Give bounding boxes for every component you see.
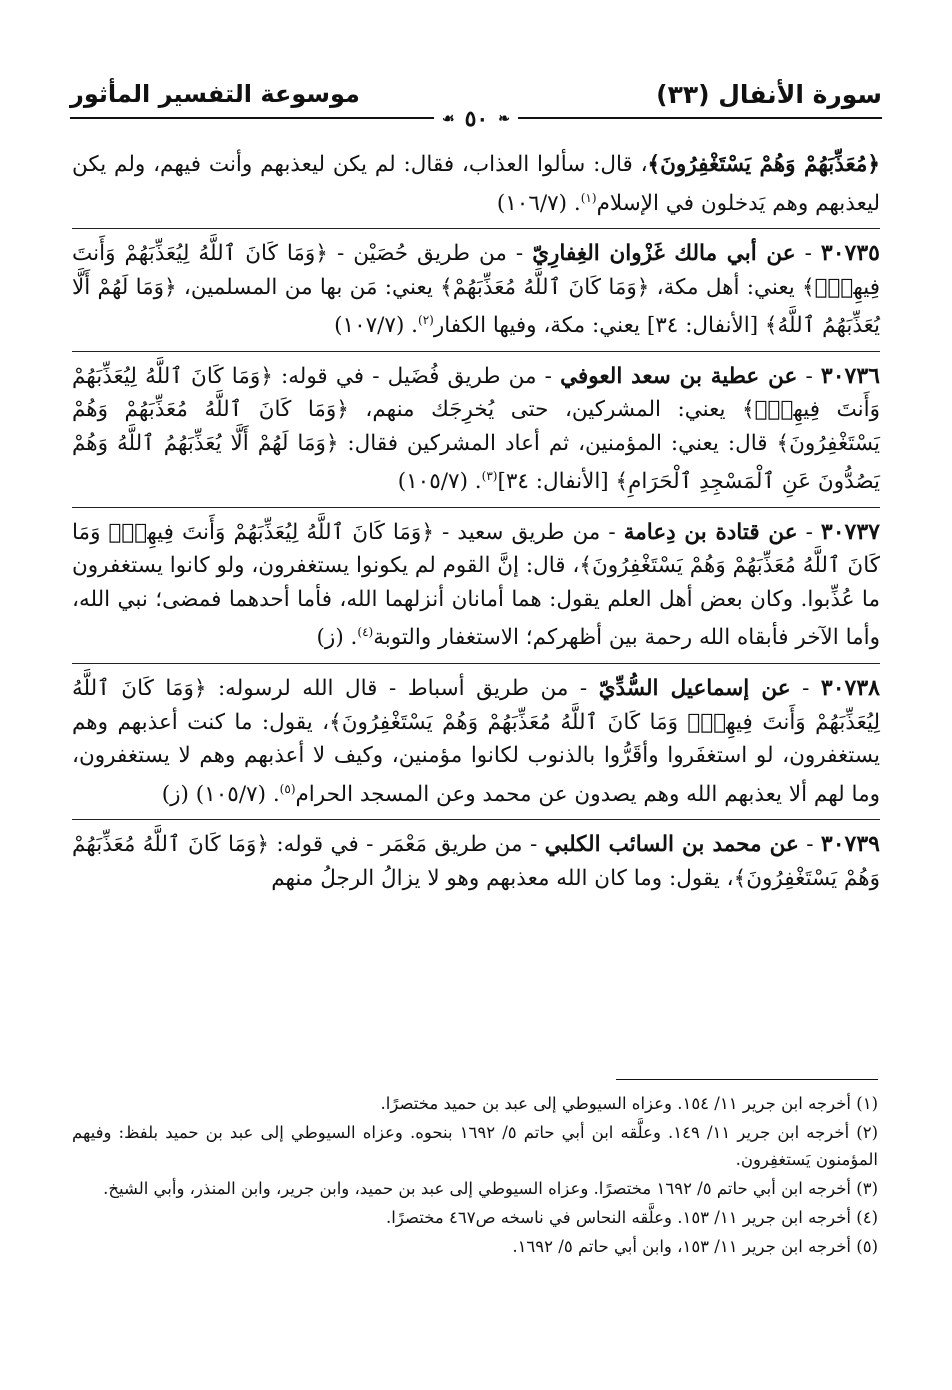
entry-text: - من طريق أسباط - قال الله لرسوله: ﴿وَمَا كَانَ ٱللَّهُ لِيُعَذِّبَهُمْ وَأَنتَ فِيهِمْۚ وَمَا كَانَ ٱللَّهُ مُعَذِّبَهُمْ وَهُمْ يَسْتَغْفِرُونَ﴾، يقول: ما كنت أعذبهم وهم يستغفرون، لو استغفَروا وأقَرُّوا بالذنوب لكانوا مؤمنين، وكيف لا أعذبهم وهم لا يستغفرون، وما لهم ألا يعذبهم الله وهم يصدون عن محمد وعن المسجد الحرام <box>72 676 880 807</box>
book-title: موسوعة التفسير المأثور <box>70 80 360 108</box>
entry-number: ٣٠٧٣٦ <box>820 362 880 389</box>
reference: . (ز) <box>316 625 358 651</box>
entry-text: - من طريق سعيد - ﴿وَمَا كَانَ ٱللَّهُ لِيُعَذِّبَهُمْ وَأَنتَ فِيهِمْۚ وَمَا كَانَ ٱللَّهُ مُعَذِّبَهُمْ وَهُمْ يَسْتَغْفِرُونَ﴾، قال: إنَّ القوم لم يكونوا يستغفرون، ولو كانوا يستغفرون ما عُذِّبوا. وكان بعض أهل العلم يقول: هما أمانان أنزلهما الله، فأما أحدهما فمضى؛ نبي الله، وأما الآخر فأبقاه الله رحمة بين أظهركم؛ الاستغفار والتوبة <box>72 519 880 651</box>
entry-text: - من طريق فُضَيل - في قوله: ﴿وَمَا كَانَ ٱللَّهُ لِيُعَذِّبَهُمْ وَأَنتَ فِيهِمْۚ﴾ يعني: المشركين، حتى يُخرِجَك منهم، ﴿وَمَا كَانَ ٱللَّهُ مُعَذِّبَهُمْ وَهُمْ يَسْتَغْفِرُونَ﴾ قال: يعني: المؤمنين، ثم أعاد المشركين فقال: ﴿وَمَا لَهُمْ أَلَّا يُعَذِّبَهُمُ ٱللَّهُ وَهُمْ يَصُدُّونَ عَنِ ٱلْمَسْجِدِ ٱلْحَرَامِ﴾ [الأنفال: ٣٤] <box>72 363 880 495</box>
entry-number: ٣٠٧٣٩ <box>820 831 880 858</box>
footnote: (١) أخرجه ابن جرير ١١/ ١٥٤. وعزاه السيوطي إلى عبد بن حميد مختصرًا. <box>380 1094 878 1113</box>
footnote: (٣) أخرجه ابن أبي حاتم ٥/ ١٦٩٢ مختصرًا. وعزاه السيوطي إلى عبد بن حميد، وابن جرير، وابن المنذر، وأبي الشيخ. <box>103 1179 878 1198</box>
separator <box>72 663 880 664</box>
intro-paragraph <box>72 148 880 220</box>
footnote-marker: (٤) <box>357 625 374 640</box>
entry: ٣٠٧٣٥ - عن أبي مالك غَزْوان الغِفارِيّ - من طريق حُصَيْن - ﴿وَمَا كَانَ ٱللَّهُ لِيُعَذِّبَهُمْ وَأَنتَ فِيهِمْۚ﴾ يعني: أهل مكة، ﴿وَمَا كَانَ ٱللَّهُ مُعَذِّبَهُمْ﴾ يعني: مَن بها من المسلمين، ﴿وَمَا لَهُمْ أَلَّا يُعَذِّبَهُمُ ٱللَّهُ﴾ [الأنفال: ٣٤] يعني: مكة، وفيها الكفار$^{(٢)}$. (١٠٧/٧) <box>72 240 880 339</box>
footnote-rule <box>616 1079 878 1080</box>
quran-quote: ﴿مُعَذِّبَهُمْ وَهُمْ يَسْتَغْفِرُونَ﴾ <box>647 152 880 177</box>
separator <box>72 351 880 352</box>
footnotes <box>72 1088 878 1260</box>
entry: ٣٠٧٣٧ - عن قتادة بن دِعامة - من طريق سعيد - ﴿وَمَا كَانَ ٱللَّهُ لِيُعَذِّبَهُمْ وَأَنتَ فِيهِمْۚ وَمَا كَانَ ٱللَّهُ مُعَذِّبَهُمْ وَهُمْ يَسْتَغْفِرُونَ﴾، قال: إنَّ القوم لم يكونوا يستغفرون، ولو كانوا يستغفرون ما عُذِّبوا. وكان بعض أهل العلم يقول: هما أمانان أنزلهما الله، فأما أحدهما فمضى؛ نبي الله، وأما الآخر فأبقاه الله رحمة بين أظهركم؛ الاستغفار والتوبة$^{(٤)}$. (ز) <box>72 518 880 651</box>
entry: ٣٠٧٣٨ - عن إسماعيل السُّدِّيّ - من طريق أسباط - قال الله لرسوله: ﴿وَمَا كَانَ ٱللَّهُ لِيُعَذِّبَهُمْ وَأَنتَ فِيهِمْۚ وَمَا كَانَ ٱللَّهُ مُعَذِّبَهُمْ وَهُمْ يَسْتَغْفِرُونَ﴾، يقول: ما كنت أعذبهم وهم يستغفرون، لو استغفَروا وأقَرُّوا بالذنوب لكانوا مؤمنين، وكيف لا أعذبهم وهم لا يستغفرون، وما لهم ألا يعذبهم الله وهم يصدون عن محمد وعن المسجد الحرام$^{(٥)}$. (١٠٥/٧) (ز) <box>72 675 880 807</box>
footnote-marker: (٢) <box>418 313 434 328</box>
entry-number: ٣٠٧٣٧ <box>820 518 880 545</box>
entry-text: - من طريق حُصَيْن - ﴿وَمَا كَانَ ٱللَّهُ لِيُعَذِّبَهُمْ وَأَنتَ فِيهِمْۚ﴾ يعني: أهل مكة، ﴿وَمَا كَانَ ٱللَّهُ مُعَذِّبَهُمْ﴾ يعني: مَن بها من المسلمين، ﴿وَمَا لَهُمْ أَلَّا يُعَذِّبَهُمُ ٱللَّهُ﴾ [الأنفال: ٣٤] يعني: مكة، وفيها الكفار <box>72 241 880 339</box>
separator <box>72 507 880 508</box>
footnote-marker: (٣) <box>481 469 498 484</box>
reference: . (١٠٧/٧) <box>334 313 419 339</box>
footnote: (٥) أخرجه ابن جرير ١١/ ١٥٣، وابن أبي حاتم ٥/ ١٦٩٢. <box>512 1237 878 1256</box>
entry-number: ٣٠٧٣٨ <box>820 675 880 702</box>
entry: ٣٠٧٣٦ - عن عطية بن سعد العوفي - من طريق فُضَيل - في قوله: ﴿وَمَا كَانَ ٱللَّهُ لِيُعَذِّبَهُمْ وَأَنتَ فِيهِمْۚ﴾ يعني: المشركين، حتى يُخرِجَك منهم، ﴿وَمَا كَانَ ٱللَّهُ مُعَذِّبَهُمْ وَهُمْ يَسْتَغْفِرُونَ﴾ قال: يعني: المؤمنين، ثم أعاد المشركين فقال: ﴿وَمَا لَهُمْ أَلَّا يُعَذِّبَهُمُ ٱللَّهُ وَهُمْ يَصُدُّونَ عَنِ ٱلْمَسْجِدِ ٱلْحَرَامِ﴾ [الأنفال: ٣٤]$^{(٣)}$. (١٠٥/٧) <box>72 362 880 495</box>
surah-title: سورة الأنفال (٣٣) <box>656 80 882 109</box>
separator <box>72 819 880 820</box>
ornament-icon: ☙ <box>442 111 455 127</box>
page-number: ٥٠ <box>464 106 489 132</box>
paragraph-text: ، قال: سألوا العذاب، فقال: لم يكن ليعذبهم وأنت فيهم، ولم يكن ليعذبهم وهم يَدخلون في الإسلام <box>72 152 880 216</box>
reference: . (١٠٦/٧) <box>496 190 581 216</box>
footnote-marker: (١) <box>580 190 597 205</box>
entry-text: - من طريق مَعْمَر - في قوله: ﴿وَمَا كَانَ ٱللَّهُ مُعَذِّبَهُمْ وَهُمْ يَسْتَغْفِرُونَ﴾، يقول: وما كان الله معذبهم وهو لا يزالُ الرجلُ منهم <box>72 832 880 891</box>
main-text <box>72 148 880 895</box>
narrator: عن قتادة بن دِعامة <box>623 519 798 545</box>
entry-number: ٣٠٧٣٥ <box>820 240 880 267</box>
footnote-marker: (٥) <box>279 781 296 796</box>
footnote: (٢) أخرجه ابن جرير ١١/ ١٤٩. وعلَّقه ابن أبي حاتم ٥/ ١٦٩٢ بنحوه. وعزاه السيوطي إلى عبد بن حميد بلفظ: وفيهم المؤمنون يَستغفِرون. <box>72 1123 879 1169</box>
narrator: عن إسماعيل السُّدِّيّ <box>598 676 791 702</box>
narrator: عن عطية بن سعد العوفي <box>560 363 798 389</box>
reference: . (١٠٥/٧) (ز) <box>161 781 280 807</box>
page-header <box>70 78 882 130</box>
entry: ٣٠٧٣٩ - عن محمد بن السائب الكلبي - من طريق مَعْمَر - في قوله: ﴿وَمَا كَانَ ٱللَّهُ مُعَذِّبَهُمْ وَهُمْ يَسْتَغْفِرُونَ﴾، يقول: وما كان الله معذبهم وهو لا يزالُ الرجلُ منهم <box>72 831 880 891</box>
ornament-icon: ❧ <box>498 111 510 127</box>
page-number-block <box>434 106 518 132</box>
narrator: عن محمد بن السائب الكلبي <box>544 832 799 858</box>
footnote: (٤) أخرجه ابن جرير ١١/ ١٥٣. وعلَّقه النحاس في ناسخه ص٤٦٧ مختصرًا. <box>386 1208 878 1227</box>
separator <box>72 228 880 229</box>
reference: . (١٠٥/٧) <box>397 469 482 495</box>
narrator: عن أبي مالك غَزْوان الغِفارِيّ <box>532 241 796 267</box>
